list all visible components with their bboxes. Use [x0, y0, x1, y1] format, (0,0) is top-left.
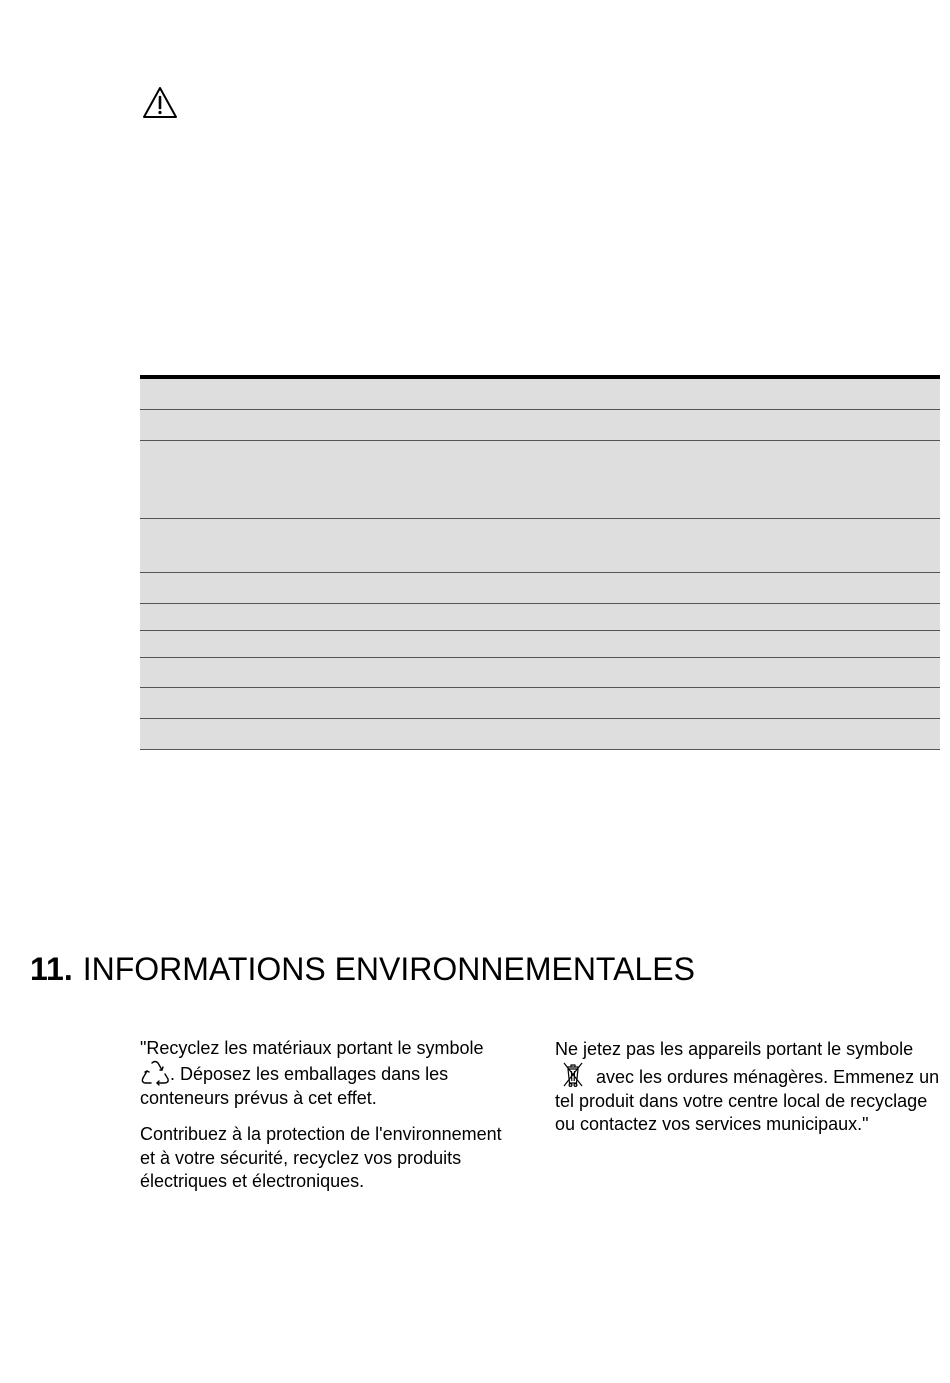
table-row [140, 410, 940, 441]
table-row [140, 519, 940, 573]
section-heading [30, 951, 695, 988]
table-row [140, 573, 940, 604]
table-row [140, 719, 940, 750]
recycle-text-after: . Déposez les emballages dans les conteneurs prévus à cet effet. [140, 1064, 449, 1108]
recycle-paragraph [140, 1037, 510, 1110]
table-row [140, 441, 940, 519]
table-row [140, 379, 940, 410]
section-title: INFORMATIONS ENVIRONNEMENTALES [82, 951, 695, 987]
recycle-text-before: "Recyclez les matériaux portant le symbole [140, 1038, 484, 1058]
protection-paragraph: Contribuez à la protection de l'environnement et à votre sécurité, recyclez vos produits électriques et électroniques. [140, 1124, 502, 1192]
table-row [140, 604, 940, 631]
disposal-text-after: avec les ordures ménagères. Emmenez un tel produit dans votre centre local de recyclage ou contactez vos services municipaux." [555, 1067, 940, 1135]
right-column [555, 1038, 945, 1137]
crossed-out-bin-icon [555, 1061, 591, 1089]
disposal-text-before: Ne jetez pas les appareils portant le symbole [555, 1039, 914, 1059]
disposal-paragraph [555, 1038, 945, 1137]
table-row [140, 688, 940, 719]
table-row [140, 658, 940, 688]
table-row [140, 631, 940, 658]
left-column [140, 1037, 510, 1193]
section-number: 11. [30, 951, 73, 987]
warning-icon [142, 86, 178, 120]
recycle-icon [140, 1060, 170, 1086]
specifications-table [140, 375, 940, 750]
